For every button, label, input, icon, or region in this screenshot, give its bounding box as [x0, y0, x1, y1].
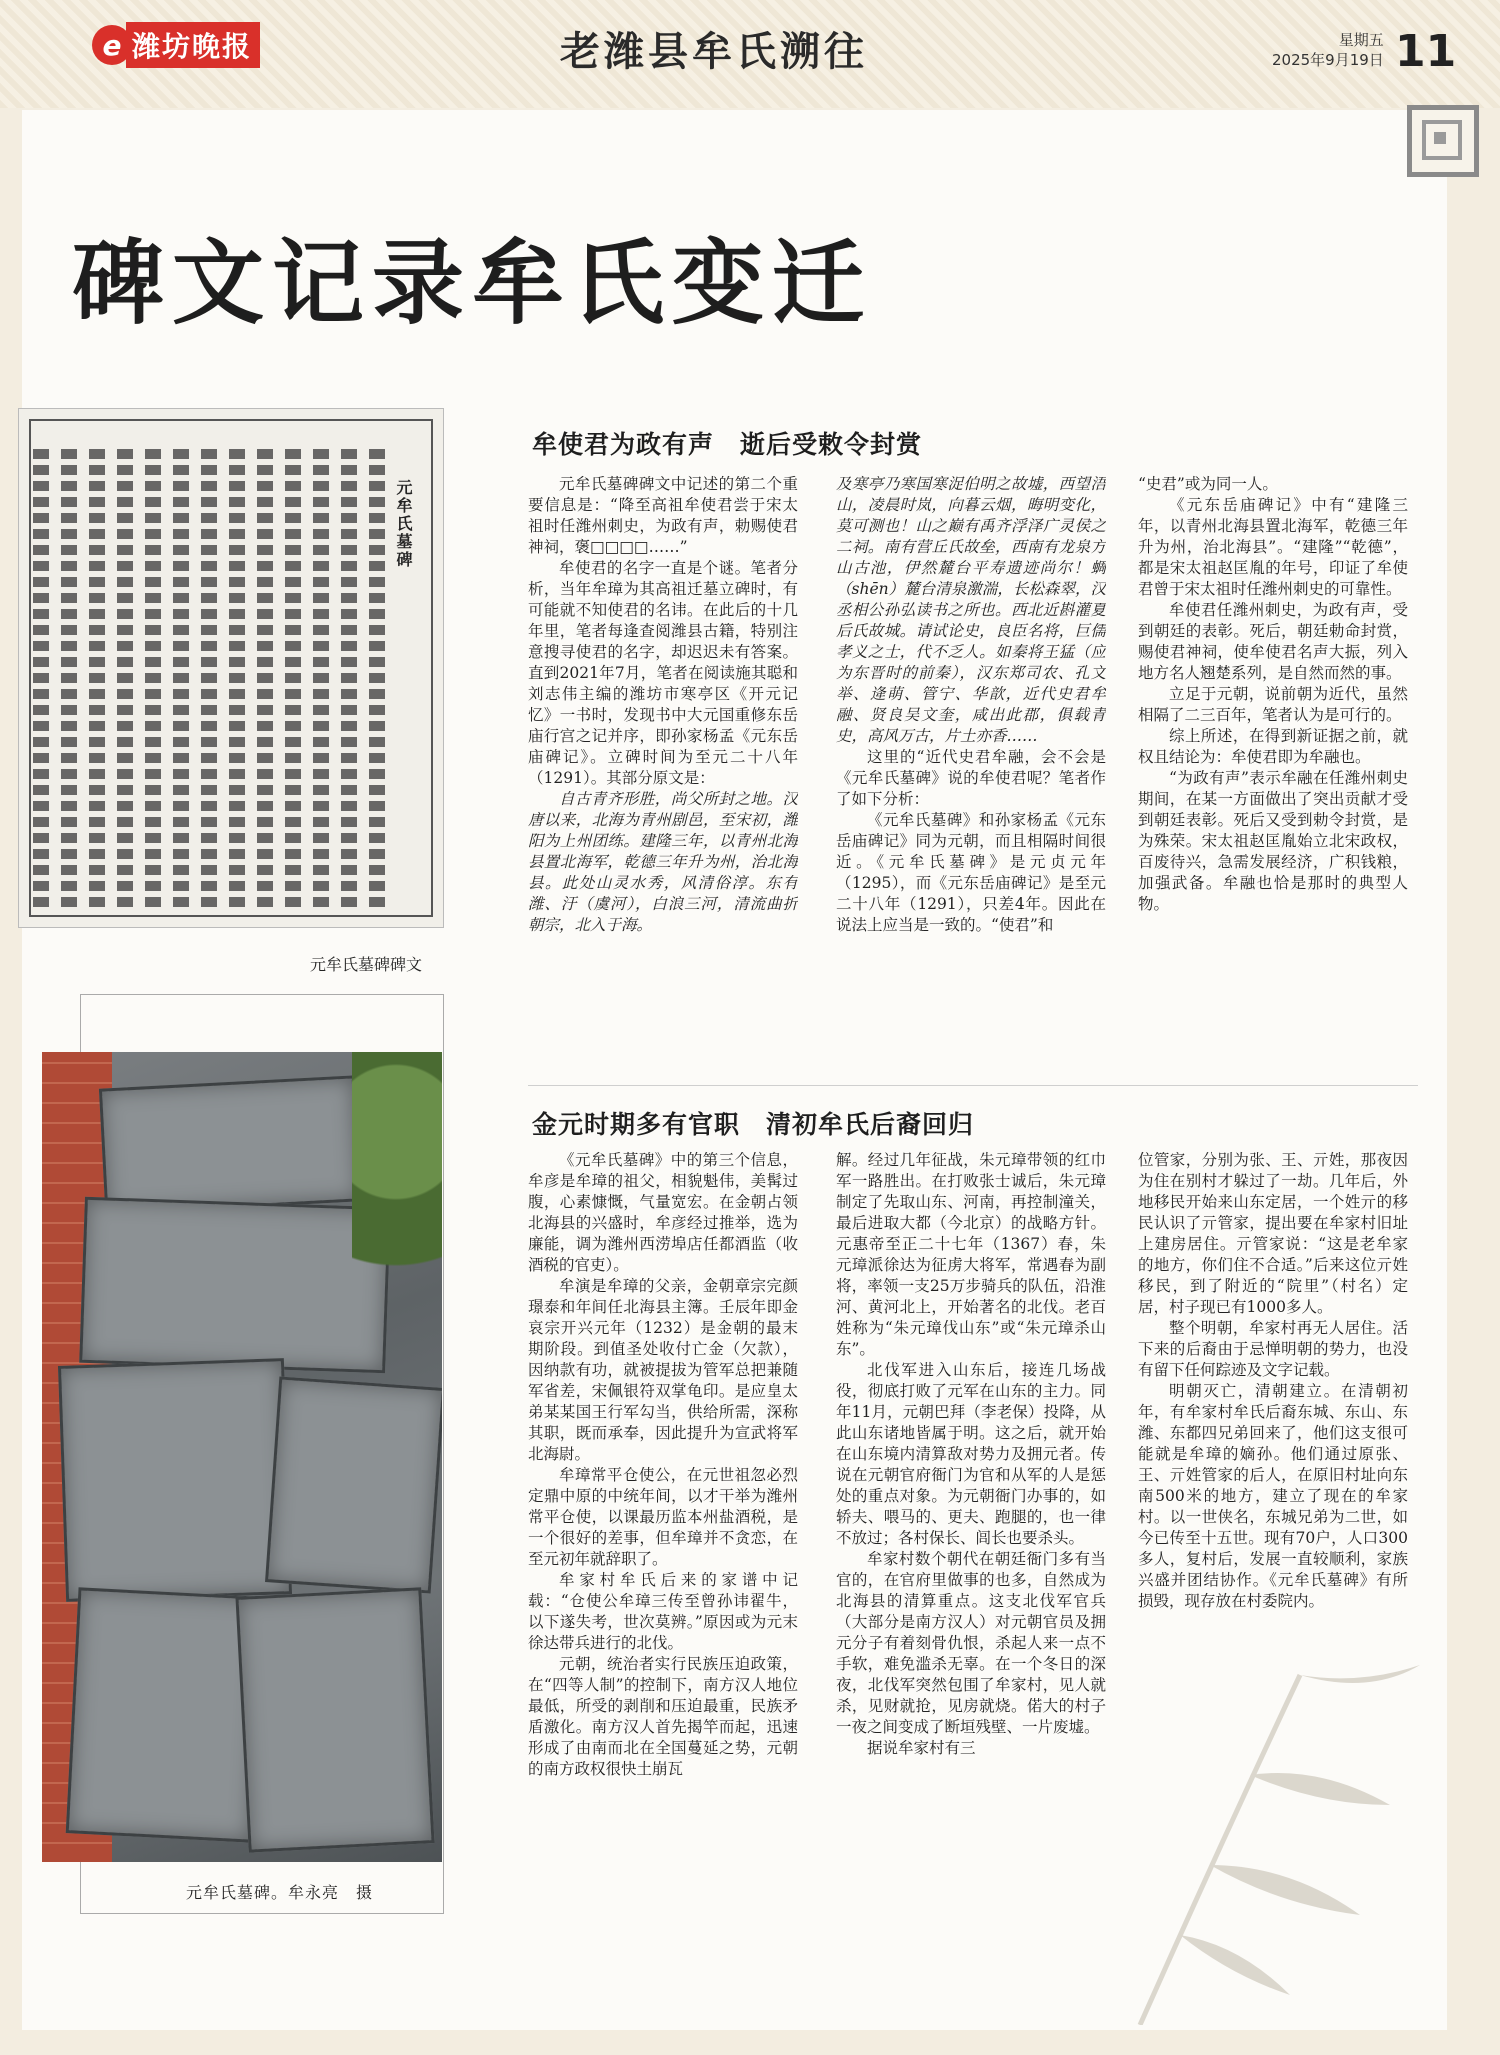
rubbing-column — [33, 449, 49, 907]
paragraph: 《元东岳庙碑记》中有“建隆三年，以青州北海县置北海军，乾德三年升为州，治北海县”。“建隆”“乾德”，都是宋太祖赵匡胤的年号，印证了牟使君曾于宋太祖时任潍州刺史的可靠性。 — [1138, 496, 1408, 598]
stone-fragment — [265, 1376, 442, 1593]
paragraph: 解。经过几年征战，朱元璋带领的红巾军一路胜出。在打败张士诚后，朱元璋制定了先取山东、河南，再控制潼关，最后进取大都（今北京）的战略方针。元惠帝至正二十七年（1367）春，朱元璋派徐达为征虏大将军，常遇春为副将，率领一支25万步骑兵的队伍，沿淮河、黄河北上，开始著名的北伐。老百姓称为“朱元璋伐山东”或“朱元璋杀山东”。 — [836, 1151, 1106, 1358]
stele-photo — [42, 1052, 442, 1862]
article1-column-3 — [1138, 474, 1408, 1064]
paragraph: 整个明朝，牟家村再无人居住。活下来的后裔由于忌惮明朝的势力，也没有留下任何踪迹及文字记载。 — [1138, 1319, 1408, 1379]
date-block — [1272, 30, 1384, 70]
article2-column-3 — [1138, 1150, 1408, 2010]
rubbing-column — [285, 449, 301, 907]
weekday: 星期五 — [1338, 31, 1384, 49]
section-title: 老潍县牟氏溯往 — [560, 29, 868, 75]
paragraph: 据说牟家村有三 — [867, 1739, 976, 1757]
seal-ornament-icon — [1407, 105, 1479, 177]
article1-column-2 — [836, 474, 1106, 1064]
rubbing-column — [369, 449, 385, 907]
quote-paragraph: 自古青齐形胜，尚父所封之地。汉唐以来，北海为青州剧邑，至宋初，潍阳为上州团练。建隆三年，以青州北海县置北海军，乾德三年升为州，治北海县。此处山灵水秀，风清俗淳。东有潍、汙（虞河），白浪三河，清流曲折朝宗，北入于海。 — [528, 790, 798, 934]
stone-fragment — [99, 1075, 361, 1214]
headline: 碑文记录牟氏变迁 — [72, 230, 873, 337]
paragraph: 位管家，分别为张、王、亓姓，那夜因为住在别村才躲过了一劫。几年后，外地移民开始来山东定居，一个姓亓的移民认识了亓管家，提出要在牟家村旧址上建房居住。亓管家说：“这是老牟家的地方，你们住不合适。”后来这位亓姓移民，到了附近的“院里”（村名）定居，村子现已有1000多人。 — [1138, 1151, 1408, 1316]
article2-column-1 — [528, 1150, 798, 2010]
paragraph: 《元牟氏墓碑》和孙家杨孟《元东岳庙碑记》同为元朝，而且相隔时间很近。《元牟氏墓碑》是元贞元年（1295），而《元东岳庙碑记》是至元二十八年（1291），只差4年。因此在说法上应当是一致的。“使君”和 — [836, 811, 1106, 934]
section-divider — [528, 1085, 1418, 1086]
masthead — [0, 0, 1500, 108]
paragraph: 牟家村数个朝代在朝廷衙门多有当官的，在官府里做事的也多，自然成为北海县的清算重点。这支北伐军官兵（大部分是南方汉人）对元朝官员及拥元分子有着刻骨仇恨，杀起人来一点不手软，难免滥杀无辜。在一个冬日的深夜，北伐军突然包围了牟家村，见人就杀，见财就抢，见房就烧。偌大的村子一夜之间变成了断垣残壁、一片废墟。 — [836, 1550, 1106, 1736]
rubbing-column — [117, 449, 133, 907]
paragraph: 牟使君任潍州刺史，为政有声，受到朝廷的表彰。死后，朝廷勅命封赏，赐使君神祠，使牟使君名声大振，列入地方名人翘楚系列，是自然而然的事。 — [1138, 601, 1408, 682]
paper-name: 潍坊晚报 — [126, 22, 260, 68]
rubbing-column — [229, 449, 245, 907]
paragraph: 牟家村牟氏后来的家谱中记载：“仓使公牟璋三传至曾孙讳翟牛，以下遂失考，世次莫辨。”原因或为元末徐达带兵进行的北伐。 — [528, 1571, 798, 1652]
paragraph: 元牟氏墓碑碑文中记述的第二个重要信息是：“降至高祖牟使君尝于宋太祖时任潍州刺史，为政有声，勅赐使君神祠，褒□□□□……” — [528, 475, 798, 556]
paragraph: 北伐军进入山东后，接连几场战役，彻底打败了元军在山东的主力。同年11月，元朝巴拜（李老保）投降，从此山东诸地皆属于明。这之后，就开始在山东境内清算敌对势力及拥元者。传说在元朝官府衙门为官和从军的人是惩处的重点对象。为元朝衙门办事的，如轿夫、喂马的、更夫、跑腿的，也一律不放过；各村保长、闾长也要杀头。 — [836, 1361, 1106, 1547]
paragraph: “史君”或为同一人。 — [1138, 475, 1278, 493]
article2-column-2 — [836, 1150, 1106, 2010]
plant-leaves — [352, 1052, 442, 1342]
paragraph: 立足于元朝，说前朝为近代，虽然相隔了二三百年，笔者认为是可行的。 — [1138, 685, 1408, 724]
photo-caption: 元牟氏墓碑。牟永亮 摄 — [186, 1883, 374, 1902]
paragraph: 综上所述，在得到新证据之前，就权且结论为：牟使君即为牟融也。 — [1138, 727, 1408, 766]
issue-date: 2025年9月19日 — [1272, 51, 1384, 69]
stone-fragment — [79, 1197, 391, 1374]
article1-column-1 — [528, 474, 798, 1064]
rubbing-caption: 元牟氏墓碑碑文 — [310, 955, 423, 974]
rubbing-column — [89, 449, 105, 907]
rubbing-column — [313, 449, 329, 907]
newspaper-logo — [92, 22, 260, 68]
article2-subhead: 金元时期多有官职 清初牟氏后裔回归 — [532, 1110, 975, 1139]
rubbing-column — [61, 449, 77, 907]
paragraph: 明朝灭亡，清朝建立。在清朝初年，有牟家村牟氏后裔东城、东山、东潍、东都四兄弟回来了，他们这支很可能就是牟璋的嫡孙。他们通过原张、王、亓姓管家的后人，在原旧村址向东南500米的地方，建立了现在的牟家村。以一世侠名，东城兄弟为二世，如今已传至十五世。现有70户，人口300多人，复村后，发展一直较顺利，家族兴盛并团结协作。《元牟氏墓碑》有所损毁，现存放在村委院内。 — [1138, 1382, 1408, 1610]
stone-fragment — [235, 1587, 434, 1852]
paragraph: 《元牟氏墓碑》中的第三个信息，牟彦是牟璋的祖父，相貌魁伟，美髯过腹，心素慷慨，气量宽宏。在金朝占领北海县的兴盛时，牟彦经过推举，选为廉能，调为潍州西涝埠店任都酒监（收酒税的官吏）。 — [528, 1151, 798, 1274]
rubbing-column — [145, 449, 161, 907]
article1-subhead: 牟使君为政有声 逝后受敕令封赏 — [532, 430, 923, 459]
paragraph: 牟演是牟璋的父亲，金朝章宗完颜璟泰和年间任北海县主簿。壬辰年即金哀宗开兴元年（1232）是金朝的最末期阶段。到值圣处收付亡金（欠款），因纳款有功，就被提拔为管军总把兼随军省差，宋佩银符双掌龟印。是应皇太弟某某国王行军勾当，供给所需，深称其职，既而承奉，因此提升为宣武将军北海尉。 — [528, 1277, 798, 1463]
quote-paragraph: 及寒亭乃寒国寒浞伯明之故墟，西望浯山，凌晨时岚，向暮云烟，晦明变化，莫可测也！山之巅有禹齐浮泽广灵侯之二祠。南有营丘氏故垒，西南有龙泉方山古池，伊然麓台平寿遗迹尚尔！蜩（shēn）麓台清泉激湍，长松森翠，汉丞相公孙弘读书之所也。西北近斟灌夏后氏故城。请试论史，良臣名将，巨儒孝义之士，代不乏人。如秦将王猛（应为东晋时的前秦），汉东郑司农、孔文举、逄萌、管宁、华歆，近代史君牟融、贤良吴文奎，咸出此郡，俱载青史，高风万古，片土亦香…… — [836, 475, 1106, 745]
rubbing-column — [201, 449, 217, 907]
rubbing-column — [341, 449, 357, 907]
stone-fragment — [66, 1587, 265, 1842]
paragraph: 元朝，统治者实行民族压迫政策，在“四等人制”的控制下，南方汉人地位最低，所受的剥削和压迫最重，民族矛盾激化。南方汉人首先揭竿而起，迅速形成了由南而北在全国蔓延之势，元朝的南方政权很快土崩瓦 — [528, 1655, 798, 1778]
page-number: 11 — [1395, 26, 1457, 77]
rubbing-column — [173, 449, 189, 907]
paragraph: 牟使君的名字一直是个谜。笔者分析，当年牟璋为其高祖迁墓立碑时，有可能就不知使君的名讳。在此后的十几年里，笔者每逢查阅潍县古籍，特别注意搜寻使君的名字，却迟迟未有答案。直到2021年7月，笔者在阅读施其聪和刘志伟主编的潍坊市寒亭区《开元记忆》一书时，发现书中大元国重修东岳庙行宫之记并序，即孙家杨孟《元东岳庙碑记》。立碑时间为至元二十八年（1291）。其部分原文是： — [528, 559, 798, 787]
paragraph: 这里的“近代史君牟融，会不会是《元牟氏墓碑》说的牟使君呢？笔者作了如下分析： — [836, 748, 1106, 808]
paragraph: 牟璋常平仓使公，在元世祖忽必烈定鼎中原的中统年间，以才干举为潍州常平仓使，以课最历监本州盐酒税，是一个很好的差事，但牟璋并不贪恋，在至元初年就辞职了。 — [528, 1466, 798, 1568]
logo-mark-icon: e — [92, 25, 132, 65]
rubbing-column — [257, 449, 273, 907]
stele-rubbing-image — [18, 408, 444, 928]
stone-fragment — [58, 1358, 292, 1602]
paragraph: “为政有声”表示牟融在任潍州刺史期间，在某一方面做出了突出贡献才受到朝廷表彰。死后又受到勅令封赏，是为殊荣。宋太祖赵匡胤始立北宋政权，百废待兴，急需发展经济，广积钱粮，加强武备。牟融也恰是那时的典型人物。 — [1138, 769, 1408, 913]
rubbing-title: 元牟氏墓碑 — [394, 479, 413, 569]
